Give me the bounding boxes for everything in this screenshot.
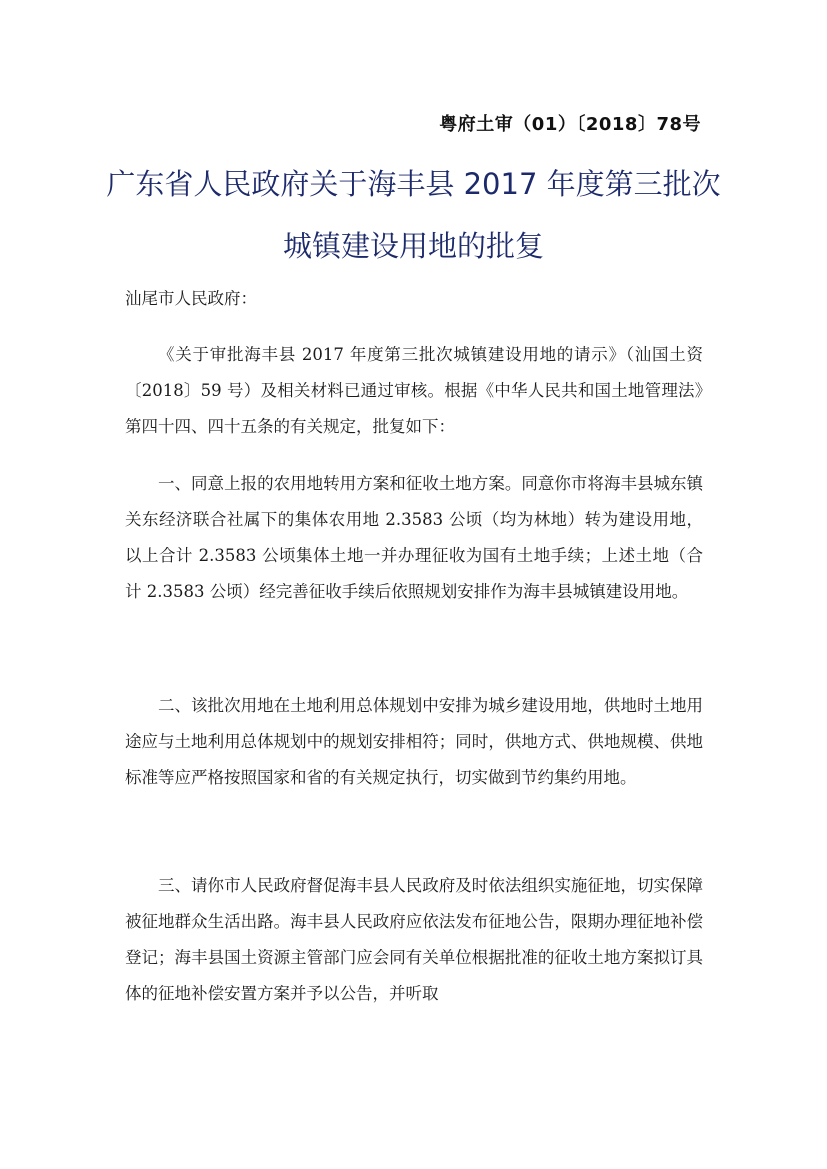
paragraph-item-one [125,466,703,610]
paragraph-text: 三、请你市人民政府督促海丰县人民政府及时依法组织实施征地，切实保障被征地群众生活出路。海丰县人民政府应依法发布征地公告，限期办理征地补偿登记；海丰县国土资源主管部门应会同有关单位根据批准的征收土地方案拟订具体的征地补偿安置方案并予以公告，并听取 [125,876,703,1003]
document-number: 粤府土审（01）〔2018〕78号 [439,114,701,135]
paragraph-request-reference [125,337,703,445]
document-title-line-2: 城镇建设用地的批复 [282,229,544,263]
paragraph-item-two [125,688,703,796]
paragraph-text: 《关于审批海丰县 2017 年度第三批次城镇建设用地的请示》（汕国土资〔2018〕59 号）及相关材料已通过审核。根据《中华人民共和国土地管理法》第四十四、四十五条的有关规定，批复如下： [125,345,703,436]
paragraph-text: 二、该批次用地在土地利用总体规划中安排为城乡建设用地，供地时土地用途应与土地利用总体规划中的规划安排相符；同时，供地方式、供地规模、供地标准等应严格按照国家和省的有关规定执行，切实做到节约集约用地。 [125,696,703,787]
document-title-line-1: 广东省人民政府关于海丰县 2017 年度第三批次 [106,167,721,201]
paragraph-item-three [125,868,703,1012]
addressee: 汕尾市人民政府： [125,289,257,308]
paragraph-text: 一、同意上报的农用地转用方案和征收土地方案。同意你市将海丰县城东镇关东经济联合社属下的集体农用地 2.3583 公顷（均为林地）转为建设用地，以上合计 2.3583 公顷集体土地一并办理征收为国有土地手续；上述土地（合计 2.3583 公顷）经完善征收手续后依照规划安排作为海丰县城镇建设用地。 [125,474,703,601]
